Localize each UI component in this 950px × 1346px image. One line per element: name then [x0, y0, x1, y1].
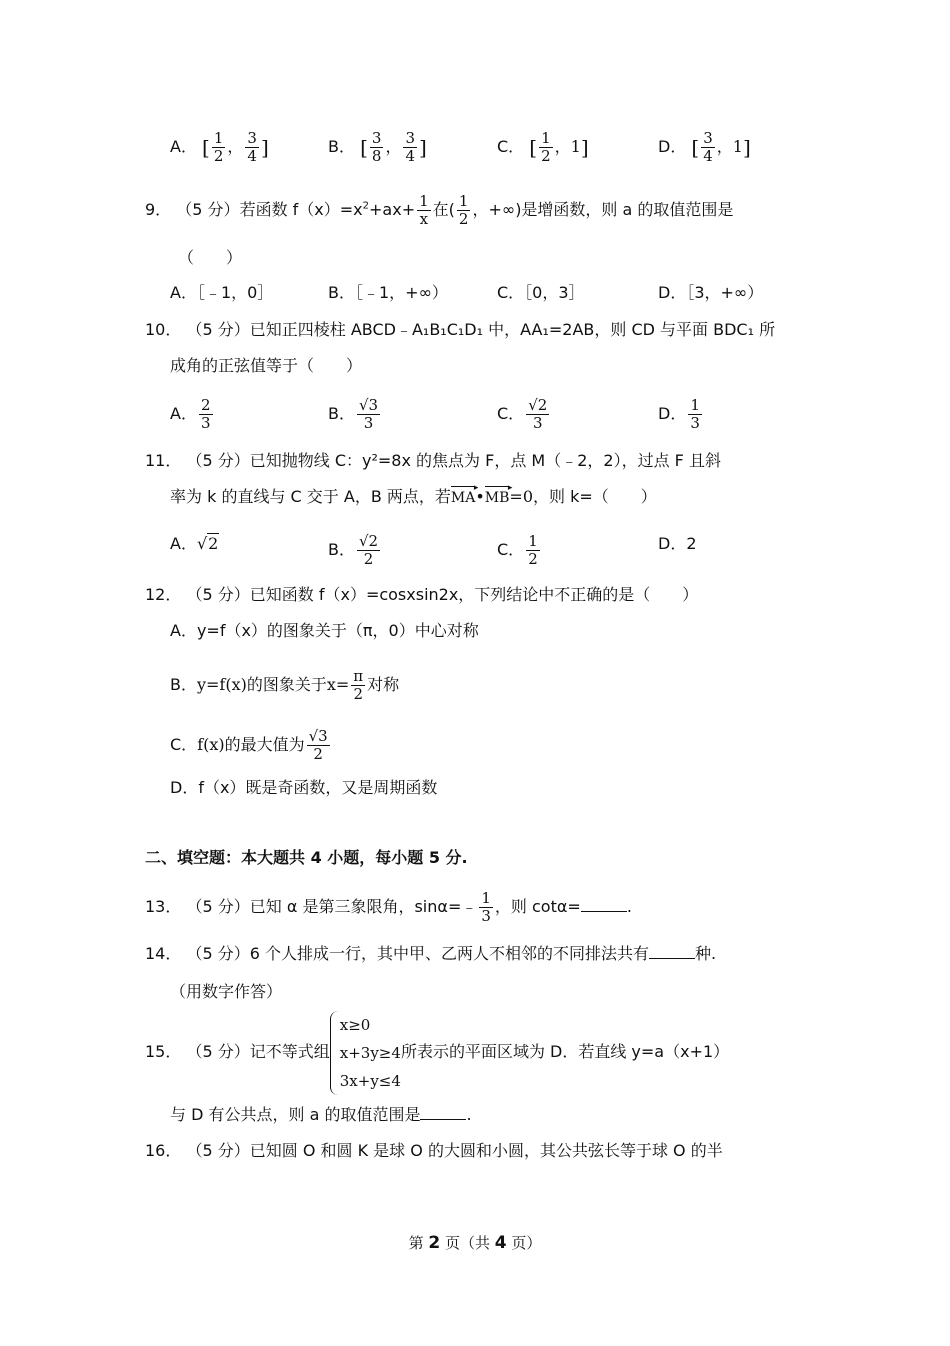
bracket: [: [202, 135, 210, 160]
stem-text: 已知圆 O 和圆 K 是球 O 的大圆和小圆，其公共弦长等于球 O 的半: [249, 1141, 723, 1160]
stem-text: 已知 α 是第三象限角，sinα=﹣: [249, 897, 478, 916]
option-label: D．: [658, 534, 687, 553]
bracket: ]: [580, 135, 589, 160]
fraction: $\frac{√3}{3}$: [358, 396, 379, 432]
bracket: [: [360, 135, 368, 160]
equals-zero: =0: [509, 487, 533, 506]
square-root: √2: [196, 534, 219, 553]
fraction: $\frac{1}{2}$: [528, 532, 538, 568]
fraction: $\frac{3}{4}$: [405, 129, 415, 165]
bracket: ]: [419, 135, 427, 160]
inequality: x+3y≥4: [339, 1043, 401, 1062]
q13-stem: [145, 890, 632, 925]
separator: ，: [385, 137, 402, 156]
question-number: 10．: [145, 320, 182, 339]
question-score: （5 分）: [186, 944, 250, 963]
fraction: $\frac{√3}{2}$: [308, 727, 328, 763]
q11-option-c: [497, 533, 542, 568]
q10-option-d: [658, 397, 704, 432]
option-text: f(x)的最大值为: [197, 735, 305, 754]
q8-option-b: [328, 130, 427, 165]
stem-text: 已知正四棱柱 ABCD﹣A₁B₁C₁D₁ 中，AA₁=2AB，则 CD 与平面 BDC₁ 所: [249, 320, 776, 339]
question-score: （5 分）: [186, 897, 250, 916]
q9-option-c: C．［0，3］: [497, 283, 585, 302]
fraction: $\frac{3}{4}$: [703, 129, 713, 165]
stem-text: 已知函数 f（x）=cosxsin2x，下列结论中不正确的是（ ）: [249, 585, 699, 604]
option-label: C．: [497, 137, 525, 156]
bracket: ]: [742, 135, 751, 160]
stem-text: 若函数 f（x）=x: [239, 200, 363, 219]
value: 1: [732, 137, 743, 156]
fraction: $\frac{1}{x}$: [419, 192, 429, 228]
stem-text: 所表示的平面区域为 D．若直线 y=a（x+1）: [400, 1042, 730, 1061]
q8-option-d: [658, 130, 751, 165]
q14-stem: [145, 943, 716, 965]
stem-text: 已知抛物线 C：y²=8x 的焦点为 F，点 M（﹣2，2），过点 F 且斜: [249, 451, 721, 470]
section-heading: 二、填空题：本大题共 4 小题，每小题 5 分.: [145, 848, 468, 867]
brace-icon: [330, 1011, 339, 1095]
question-number: 13．: [145, 897, 182, 916]
option-label: A．: [170, 404, 197, 423]
q11-option-b: [328, 533, 382, 568]
answer-blank[interactable]: [420, 1105, 466, 1120]
bracket: [: [529, 135, 538, 160]
fraction: $\frac{1}{2}$: [213, 129, 224, 165]
inequality: 3x+y≤4: [339, 1071, 401, 1090]
stem-text: 记不等式组: [249, 1042, 330, 1061]
separator: ，: [227, 137, 244, 156]
q14-stem-line2: （用数字作答）: [170, 982, 283, 1001]
stem-text: 率为 k 的直线与 C 交于 A，B 两点，若: [170, 487, 451, 506]
option-label: C．: [497, 404, 525, 423]
fraction: $\frac{3}{8}$: [371, 129, 382, 165]
q9-option-b: B．［﹣1，+∞）: [328, 283, 448, 302]
separator: ，: [716, 137, 733, 156]
exponent: 2: [362, 200, 370, 212]
question-number: 16．: [145, 1141, 182, 1160]
answer-blank[interactable]: [649, 944, 695, 959]
option-label: C．: [170, 735, 198, 754]
period: .: [466, 1105, 472, 1124]
fraction: $\frac{1}{2}$: [458, 192, 469, 228]
fraction: $\frac{2}{3}$: [200, 396, 211, 432]
q11-stem: [145, 450, 721, 472]
q10-option-b: [328, 397, 382, 432]
option-label: B．: [328, 540, 355, 559]
q12-stem: [145, 584, 698, 606]
q11-option-a: [170, 533, 219, 555]
question-score: （5 分）: [186, 451, 250, 470]
q10-stem: [145, 319, 775, 341]
separator: ，: [554, 137, 571, 156]
question-number: 14．: [145, 944, 182, 963]
option-label: A．: [170, 534, 197, 553]
q12-option-c: [170, 728, 332, 763]
q10-option-c: [497, 397, 551, 432]
q10-stem-line2: 成角的正弦值等于（ ）: [170, 356, 363, 375]
footer-text: 页）: [506, 1234, 542, 1252]
q11-option-d: [658, 533, 697, 555]
current-page-number: 2: [428, 1233, 441, 1253]
stem-text: ，+∞)是增函数，则 a 的取值范围是: [472, 200, 734, 219]
q10-option-a: [170, 397, 215, 432]
q9-option-a: A．［﹣1，0］: [170, 283, 274, 302]
stem-text: ，则 k=（ ）: [533, 487, 657, 506]
option-label: D．: [658, 404, 687, 423]
vector-ma: MA ▸: [451, 487, 475, 509]
option-text: y=f(x)的图象关于x=: [196, 675, 350, 694]
fraction: $\frac{√2}{3}$: [528, 396, 548, 432]
option-text: 对称: [367, 675, 400, 694]
stem-text: +ax+: [369, 200, 416, 219]
q8-option-c: [497, 130, 589, 165]
question-number: 9．: [145, 200, 172, 219]
fraction: $\frac{\pi}{2}$: [353, 667, 364, 703]
stem-text: 在(: [432, 200, 455, 219]
fraction: $\frac{1}{3}$: [481, 889, 491, 925]
q9-answer-paren: （ ）: [178, 248, 243, 267]
option-label: B．: [170, 675, 197, 694]
question-score: （5 分）: [186, 1042, 250, 1061]
option-label: B．: [328, 137, 355, 156]
stem-text: 与 D 有公共点，则 a 的取值范围是: [170, 1105, 421, 1124]
page-footer: [0, 1232, 950, 1253]
fraction: $\frac{√2}{2}$: [358, 532, 379, 568]
question-score: （5 分）: [186, 320, 250, 339]
answer-blank[interactable]: [581, 897, 627, 912]
fraction: $\frac{1}{3}$: [690, 396, 700, 432]
question-number: 11．: [145, 451, 182, 470]
q16-stem: [145, 1140, 723, 1162]
question-score: （5 分）: [186, 585, 250, 604]
value: 2: [686, 534, 697, 553]
period: .: [626, 897, 632, 916]
stem-text: ，则 cotα=: [494, 897, 581, 916]
question-score: （5 分）: [176, 200, 240, 219]
footer-text: 第: [408, 1234, 429, 1252]
q15-stem-line2: [170, 1104, 472, 1126]
q9-option-d: D．［3，+∞）: [658, 283, 764, 302]
option-label: A．: [170, 137, 197, 156]
vector-mb: MB ▸: [485, 487, 510, 509]
total-pages: 4: [494, 1233, 507, 1253]
option-label: C．: [497, 540, 525, 559]
inequality-system: [330, 1011, 401, 1095]
option-label: B．: [328, 404, 355, 423]
fraction: $\frac{1}{2}$: [541, 129, 551, 165]
dot-operator: •: [475, 487, 485, 506]
question-number: 12．: [145, 585, 182, 604]
stem-text: 种.: [695, 944, 717, 963]
q12-option-b: [170, 668, 399, 703]
q8-option-a: [170, 130, 269, 165]
value: 1: [570, 137, 581, 156]
stem-text: 6 个人排成一行，其中甲、乙两人不相邻的不同排法共有: [249, 944, 650, 963]
question-score: （5 分）: [186, 1141, 250, 1160]
inequality: x≥0: [339, 1015, 371, 1034]
option-label: D．: [658, 137, 687, 156]
question-number: 15．: [145, 1042, 182, 1061]
footer-text: 页（共: [440, 1234, 495, 1252]
bracket: ]: [260, 135, 269, 160]
q15-stem: [145, 1010, 729, 1095]
q12-option-a: A．y=f（x）的图象关于（π，0）中心对称: [170, 621, 479, 640]
bracket: [: [691, 135, 700, 160]
q9-stem: [145, 193, 733, 228]
fraction: $\frac{3}{4}$: [247, 129, 257, 165]
q12-option-d: D．f（x）既是奇函数，又是周期函数: [170, 778, 438, 797]
q11-stem-line2: [170, 486, 657, 509]
